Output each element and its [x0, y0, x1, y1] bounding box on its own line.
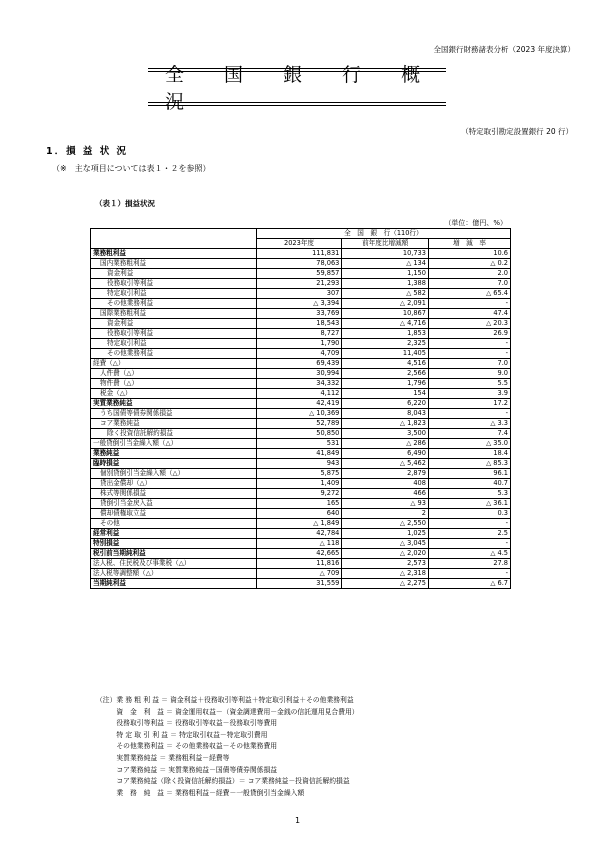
value-change-rate: △ 4.5	[428, 549, 510, 559]
note-line: 役務取引等利益 ＝ 役務取引等収益－役務取引等費用	[96, 719, 278, 728]
row-label: 物件費（△）	[91, 379, 257, 389]
value-change-rate: △ 6.7	[428, 579, 510, 589]
table-title: （表１）損益状況	[95, 199, 155, 208]
value-yoy-change: 154	[342, 389, 429, 399]
row-label: 税引前当期純利益	[91, 549, 257, 559]
row-label: コア業務純益	[91, 419, 257, 429]
note-line: （注）業 務 粗 利 益 ＝ 資金利益＋役務取引等利益＋特定取引利益＋その他業務利益	[96, 696, 354, 704]
row-label: その他業務利益	[91, 299, 257, 309]
row-label: 償却債権取立益	[91, 509, 257, 519]
value-yoy-change: △ 1,823	[342, 419, 429, 429]
value-fy2023: 1,790	[256, 339, 342, 349]
value-change-rate: -	[428, 569, 510, 579]
value-fy2023: 42,665	[256, 549, 342, 559]
value-yoy-change: 6,490	[342, 449, 429, 459]
value-change-rate: △ 3.3	[428, 419, 510, 429]
value-change-rate: 9.0	[428, 369, 510, 379]
table-row	[91, 469, 511, 479]
value-yoy-change: 11,405	[342, 349, 429, 359]
row-label: 法人税等調整額（△）	[91, 569, 257, 579]
row-label: 経常利益	[91, 529, 257, 539]
value-change-rate: -	[428, 339, 510, 349]
table-row	[91, 409, 511, 419]
value-yoy-change: 2	[342, 509, 429, 519]
value-change-rate: △ 20.3	[428, 319, 510, 329]
value-change-rate: △ 36.1	[428, 499, 510, 509]
row-label: 資金利益	[91, 269, 257, 279]
value-change-rate: -	[428, 539, 510, 549]
table-row	[91, 309, 511, 319]
row-label: 当期純利益	[91, 579, 257, 589]
value-fy2023: 52,789	[256, 419, 342, 429]
row-label: 貸出金償却（△）	[91, 479, 257, 489]
value-change-rate: 18.4	[428, 449, 510, 459]
table-row	[91, 319, 511, 329]
value-fy2023: 42,419	[256, 399, 342, 409]
value-yoy-change: 1,796	[342, 379, 429, 389]
row-label: 業務純益	[91, 449, 257, 459]
value-yoy-change: △ 2,091	[342, 299, 429, 309]
value-yoy-change: 1,025	[342, 529, 429, 539]
value-yoy-change: 2,566	[342, 369, 429, 379]
value-yoy-change: △ 3,045	[342, 539, 429, 549]
row-label: 経費（△）	[91, 359, 257, 369]
col-header-change-rate: 増 減 率	[428, 239, 510, 249]
value-fy2023: 31,559	[256, 579, 342, 589]
value-fy2023: 42,784	[256, 529, 342, 539]
table-row	[91, 269, 511, 279]
table-row	[91, 499, 511, 509]
value-fy2023: △ 3,394	[256, 299, 342, 309]
value-fy2023: 943	[256, 459, 342, 469]
value-fy2023: 11,816	[256, 559, 342, 569]
note-line: その他業務利益 ＝ その他業務収益－その他業務費用	[96, 742, 278, 751]
table-row	[91, 479, 511, 489]
value-yoy-change: 408	[342, 479, 429, 489]
value-yoy-change: △ 134	[342, 259, 429, 269]
row-label: 臨時損益	[91, 459, 257, 469]
value-fy2023: △ 709	[256, 569, 342, 579]
row-label: 特定取引利益	[91, 289, 257, 299]
row-label: うち国債等債券関係損益	[91, 409, 257, 419]
value-change-rate: △ 0.2	[428, 259, 510, 269]
value-fy2023: △ 10,369	[256, 409, 342, 419]
value-fy2023: 111,831	[256, 249, 342, 259]
table-row	[91, 289, 511, 299]
table-row	[91, 349, 511, 359]
value-yoy-change: 4,516	[342, 359, 429, 369]
value-fy2023: 78,063	[256, 259, 342, 269]
table-row	[91, 389, 511, 399]
value-change-rate: 96.1	[428, 469, 510, 479]
row-label: その他	[91, 519, 257, 529]
value-change-rate: △ 85.3	[428, 459, 510, 469]
value-fy2023: 41,849	[256, 449, 342, 459]
value-yoy-change: △ 93	[342, 499, 429, 509]
row-label: 貸倒引当金戻入益	[91, 499, 257, 509]
row-label: 国際業務粗利益	[91, 309, 257, 319]
value-change-rate: △ 65.4	[428, 289, 510, 299]
row-label: 株式等関係損益	[91, 489, 257, 499]
value-yoy-change: 1,388	[342, 279, 429, 289]
value-change-rate: 0.3	[428, 509, 510, 519]
row-label: 税金（△）	[91, 389, 257, 399]
bank-scope-note: （特定取引勘定設置銀行 20 行）	[461, 127, 573, 136]
value-fy2023: 8,727	[256, 329, 342, 339]
value-yoy-change: 6,220	[342, 399, 429, 409]
value-yoy-change: △ 5,462	[342, 459, 429, 469]
table-row	[91, 549, 511, 559]
value-change-rate: 5.3	[428, 489, 510, 499]
value-yoy-change: 2,573	[342, 559, 429, 569]
header-empty-cell	[91, 229, 257, 249]
value-change-rate: 2.0	[428, 269, 510, 279]
table-row	[91, 569, 511, 579]
value-yoy-change: △ 2,020	[342, 549, 429, 559]
value-fy2023: 59,857	[256, 269, 342, 279]
value-change-rate: -	[428, 409, 510, 419]
note-line: 特 定 取 引 利 益 ＝ 特定取引収益－特定取引費用	[96, 730, 268, 739]
value-fy2023: 34,332	[256, 379, 342, 389]
group-header: 全 国 銀 行（110行）	[256, 229, 510, 239]
table-row	[91, 279, 511, 289]
value-yoy-change: 10,867	[342, 309, 429, 319]
profit-loss-table	[90, 228, 511, 589]
section-title: 1．損 益 状 況	[46, 146, 129, 157]
value-fy2023: 21,293	[256, 279, 342, 289]
value-change-rate: 10.6	[428, 249, 510, 259]
value-change-rate: 47.4	[428, 309, 510, 319]
row-label: 個別貸倒引当金繰入額（△）	[91, 469, 257, 479]
value-yoy-change: △ 2,318	[342, 569, 429, 579]
value-yoy-change: 1,150	[342, 269, 429, 279]
table-row	[91, 579, 511, 589]
value-change-rate: 7.0	[428, 279, 510, 289]
value-yoy-change: △ 582	[342, 289, 429, 299]
page-title: 全 国 銀 行 概 況	[148, 71, 446, 103]
table-unit: （単位：億円、%）	[444, 219, 507, 227]
row-label: 業務粗利益	[91, 249, 257, 259]
value-change-rate: 27.8	[428, 559, 510, 569]
table-row	[91, 329, 511, 339]
row-label: 役務取引等利益	[91, 329, 257, 339]
value-yoy-change: 466	[342, 489, 429, 499]
row-label: 法人税、住民税及び事業税（△）	[91, 559, 257, 569]
value-fy2023: 531	[256, 439, 342, 449]
table-row	[91, 369, 511, 379]
table-row	[91, 379, 511, 389]
value-yoy-change: 1,853	[342, 329, 429, 339]
value-fy2023: △ 1,849	[256, 519, 342, 529]
value-change-rate: 5.5	[428, 379, 510, 389]
table-row	[91, 559, 511, 569]
value-change-rate: -	[428, 349, 510, 359]
value-fy2023: 640	[256, 509, 342, 519]
value-fy2023: 18,543	[256, 319, 342, 329]
value-yoy-change: △ 286	[342, 439, 429, 449]
value-change-rate: -	[428, 519, 510, 529]
row-label: 役務取引等利益	[91, 279, 257, 289]
value-change-rate: 3.9	[428, 389, 510, 399]
value-yoy-change: 10,733	[342, 249, 429, 259]
row-label: 国内業務粗利益	[91, 259, 257, 269]
value-fy2023: 307	[256, 289, 342, 299]
value-fy2023: 33,769	[256, 309, 342, 319]
value-change-rate: 2.5	[428, 529, 510, 539]
row-label: 資金利益	[91, 319, 257, 329]
row-label: 実質業務純益	[91, 399, 257, 409]
value-fy2023: 69,439	[256, 359, 342, 369]
col-header-fy2023: 2023年度	[256, 239, 342, 249]
row-label: その他業務利益	[91, 349, 257, 359]
page-title-box	[148, 64, 446, 113]
col-header-yoy-change: 前年度比増減額	[342, 239, 429, 249]
value-change-rate: 7.4	[428, 429, 510, 439]
table-row	[91, 529, 511, 539]
table-row	[91, 429, 511, 439]
value-change-rate: △ 35.0	[428, 439, 510, 449]
value-change-rate: -	[428, 299, 510, 309]
table-row	[91, 359, 511, 369]
value-yoy-change: 3,500	[342, 429, 429, 439]
section-note: （※ 主な項目については表１・２を参照）	[52, 164, 211, 173]
value-yoy-change: 2,325	[342, 339, 429, 349]
note-line: 業 務 純 益 ＝ 業務粗利益－経費－一般貸倒引当金繰入額	[96, 788, 305, 797]
value-fy2023: 5,875	[256, 469, 342, 479]
value-fy2023: 9,272	[256, 489, 342, 499]
value-fy2023: 30,994	[256, 369, 342, 379]
value-change-rate: 17.2	[428, 399, 510, 409]
row-label: 人件費（△）	[91, 369, 257, 379]
page-number: 1	[294, 816, 301, 825]
table-row	[91, 249, 511, 259]
value-yoy-change: △ 2,550	[342, 519, 429, 529]
value-fy2023: 4,709	[256, 349, 342, 359]
table-row	[91, 439, 511, 449]
table-body	[91, 249, 511, 589]
value-fy2023: △ 118	[256, 539, 342, 549]
value-fy2023: 165	[256, 499, 342, 509]
value-fy2023: 4,112	[256, 389, 342, 399]
row-label: 除く投資信託解約損益	[91, 429, 257, 439]
notes-block	[96, 695, 359, 799]
value-yoy-change: △ 4,716	[342, 319, 429, 329]
table-row	[91, 259, 511, 269]
table-row	[91, 449, 511, 459]
table-row	[91, 489, 511, 499]
value-change-rate: 40.7	[428, 479, 510, 489]
table-row	[91, 519, 511, 529]
table-row	[91, 509, 511, 519]
value-change-rate: 26.9	[428, 329, 510, 339]
value-yoy-change: 2,879	[342, 469, 429, 479]
table-row	[91, 539, 511, 549]
note-line: コア業務純益（除く投資信託解約損益）＝ コア業務純益－投資信託解約損益	[96, 777, 350, 786]
row-label: 一般貸倒引当金繰入額（△）	[91, 439, 257, 449]
value-yoy-change: △ 2,275	[342, 579, 429, 589]
note-line: 資 金 利 益 ＝ 資金運用収益－（資金調達費用－金銭の信託運用見合費用）	[96, 707, 359, 716]
table-row	[91, 419, 511, 429]
value-fy2023: 1,409	[256, 479, 342, 489]
table-row	[91, 399, 511, 409]
row-label: 特別損益	[91, 539, 257, 549]
note-line: 実質業務純益 ＝ 業務粗利益－経費等	[96, 753, 230, 762]
value-yoy-change: 8,043	[342, 409, 429, 419]
table-row	[91, 299, 511, 309]
header-document-title: 全国銀行財務諸表分析（2023 年度決算）	[433, 45, 575, 54]
value-change-rate: 7.0	[428, 359, 510, 369]
row-label: 特定取引利益	[91, 339, 257, 349]
note-line: コア業務純益 ＝ 実質業務純益－国債等債券関係損益	[96, 765, 278, 774]
table-row	[91, 339, 511, 349]
value-fy2023: 50,850	[256, 429, 342, 439]
table-row	[91, 459, 511, 469]
